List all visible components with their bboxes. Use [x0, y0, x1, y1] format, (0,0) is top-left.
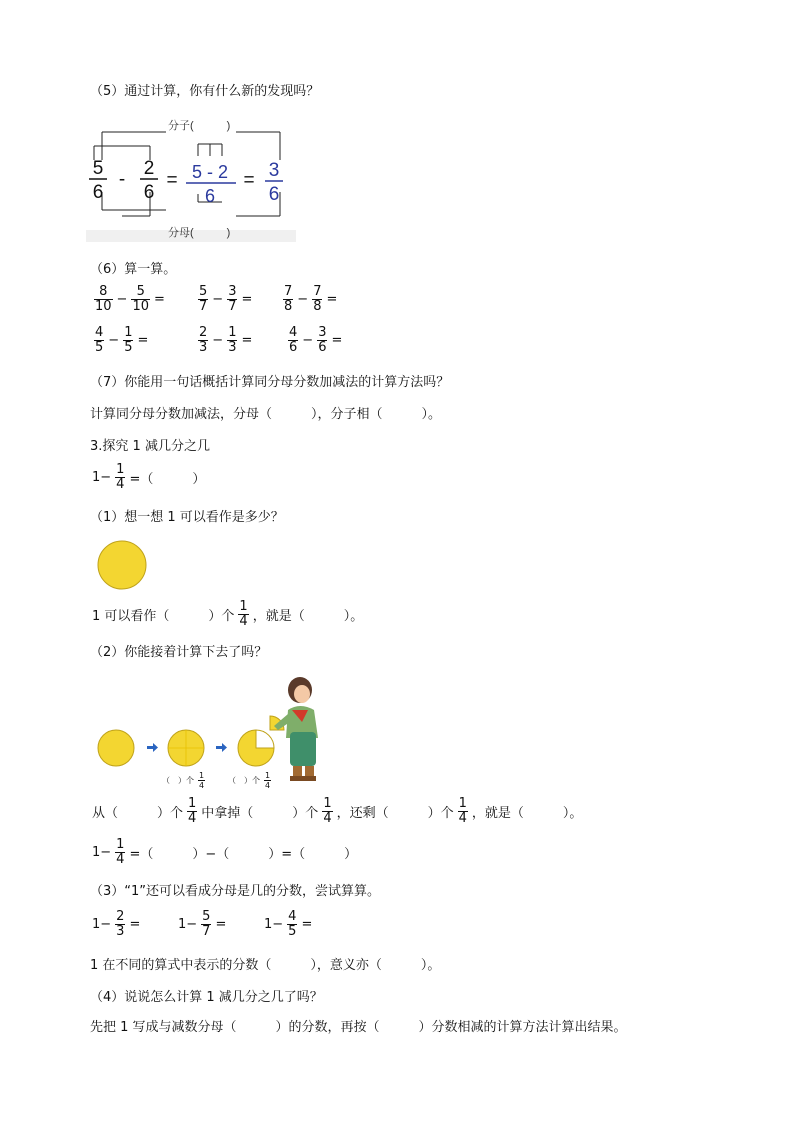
- numerator: 1: [199, 771, 205, 780]
- p2-text-b: 中拿掉（ ）个: [201, 806, 319, 821]
- equals-sign: =: [241, 333, 253, 348]
- equals-sign: =: [331, 333, 343, 348]
- denominator: 10: [132, 299, 149, 314]
- denominator: 8: [284, 299, 293, 314]
- numerator: 4: [288, 909, 297, 924]
- denominator: 5: [124, 340, 133, 355]
- numerator: 4: [95, 325, 104, 340]
- minus-sign: −: [116, 292, 128, 307]
- expr-prefix: 1−: [92, 845, 112, 860]
- denominator: 3: [116, 924, 125, 939]
- p3-note: 1 在不同的算式中表示的分数（ ），意义亦（ ）。: [90, 958, 441, 973]
- equals-sign: =: [215, 917, 227, 932]
- p4-answer: 先把 1 写成与减数分母（ ）的分数，再按（ ）分数相减的计算方法计算出结果。: [90, 1020, 627, 1035]
- q7-answer: 计算同分母分数加减法，分母（ ），分子相（ ）。: [90, 407, 442, 422]
- frac2-num: 2: [143, 158, 155, 179]
- p1-answer-b: ，就是（ ）。: [252, 609, 364, 624]
- equals-sign: =: [129, 917, 141, 932]
- expr-suffix: =（ ）−（ ）=（ ）: [129, 847, 358, 862]
- minus-sign: −: [212, 292, 224, 307]
- q6-problem-6: [286, 326, 344, 355]
- minus-sign: −: [297, 292, 309, 307]
- numerator: 2: [116, 909, 125, 924]
- denominator: 4: [323, 811, 332, 826]
- equals-sign: =: [326, 292, 338, 307]
- p3-problem-3: [262, 910, 314, 939]
- denominator: 6: [318, 340, 327, 355]
- numerator: 5: [202, 909, 211, 924]
- p1-answer-a: 1 可以看作（ ）个: [92, 609, 235, 624]
- numerator-label: 分子( ): [168, 120, 231, 132]
- numerator: 1: [228, 325, 237, 340]
- expr-prefix: 1−: [178, 917, 198, 932]
- q6-problem-2: [196, 285, 254, 314]
- numerator: 7: [313, 284, 322, 299]
- denominator: 4: [199, 781, 205, 790]
- numerator: 3: [228, 284, 237, 299]
- denominator: 4: [188, 811, 197, 826]
- expr-prefix: 1−: [264, 917, 284, 932]
- q6-problem-4: [92, 326, 150, 355]
- denominator: 4: [458, 811, 467, 826]
- equals-sign: =: [301, 917, 313, 932]
- caption-1: [160, 771, 207, 790]
- denominator: 7: [228, 299, 237, 314]
- denominator: 7: [199, 299, 208, 314]
- numerator: 3: [318, 325, 327, 340]
- numerator: 1: [116, 462, 125, 477]
- p3-problem-2: [176, 910, 228, 939]
- denominator: 10: [95, 299, 112, 314]
- equals-sign-1: =: [166, 170, 178, 191]
- numerator: 1: [458, 796, 467, 811]
- frac4-num: 3: [268, 160, 280, 181]
- denominator: 4: [239, 614, 248, 629]
- p2-title: （2）你能接着计算下去了吗？: [90, 645, 268, 660]
- denominator: 7: [202, 924, 211, 939]
- denominator: 3: [199, 340, 208, 355]
- denominator-label: 分母( ): [168, 227, 231, 239]
- numerator: 1: [116, 837, 125, 852]
- frac2-den: 6: [143, 182, 155, 203]
- denominator: 4: [116, 852, 125, 867]
- frac3-num: 5 - 2: [191, 162, 229, 182]
- caption-2-text: （ ）个: [228, 776, 260, 785]
- numerator: 1: [124, 325, 133, 340]
- section3-title: 3.探究 1 减几分之几: [90, 439, 210, 454]
- p3-title: （3）“1”还可以看成分母是几的分数，尝试算算。: [90, 884, 381, 899]
- numerator: 7: [284, 284, 293, 299]
- frac3-den: 6: [204, 186, 216, 206]
- expr-suffix: =（ ）: [129, 472, 206, 487]
- expr-prefix: 1−: [92, 470, 112, 485]
- numerator: 1: [323, 796, 332, 811]
- numerator: 4: [289, 325, 298, 340]
- minus-sign: −: [108, 333, 120, 348]
- numerator: 5: [131, 285, 150, 300]
- denominator: 5: [288, 924, 297, 939]
- section3-expression: [90, 463, 207, 492]
- denominator: 8: [313, 299, 322, 314]
- whole-circle: [96, 539, 148, 591]
- p1-title: （1）想一想 1 可以看作是多少？: [90, 510, 284, 525]
- equals-sign: =: [241, 292, 253, 307]
- equals-sign: =: [154, 292, 165, 307]
- p2-text-a: 从（ ）个: [92, 806, 184, 821]
- equals-sign: =: [137, 333, 149, 348]
- p2-expression: [90, 838, 359, 867]
- q6-title: （6）算一算。: [90, 262, 177, 277]
- denominator: 4: [265, 781, 271, 790]
- numerator: 1: [239, 599, 248, 614]
- denominator: 3: [228, 340, 237, 355]
- denominator: 5: [95, 340, 104, 355]
- numerator: 8: [94, 285, 113, 300]
- frac1-num: 5: [92, 158, 104, 179]
- p1-answer: [90, 600, 365, 629]
- p4-title: （4）说说怎么计算 1 减几分之几了吗？: [90, 990, 323, 1005]
- q6-problem-5: [196, 326, 254, 355]
- q6-problem-1: [92, 285, 167, 314]
- p2-sentence: [90, 797, 584, 826]
- q7-title: （7）你能用一句话概括计算同分母分数加减法的计算方法吗？: [90, 375, 450, 390]
- fraction-diagram: [86, 112, 306, 244]
- numerator: 1: [188, 796, 197, 811]
- p3-problem-1: [90, 910, 142, 939]
- minus-sign: −: [302, 333, 314, 348]
- caption-2: [226, 771, 273, 790]
- numerator: 1: [265, 771, 271, 780]
- caption-1-text: （ ）个: [162, 776, 194, 785]
- expr-prefix: 1−: [92, 917, 112, 932]
- minus-sign: -: [118, 169, 126, 190]
- denominator: 4: [116, 477, 125, 492]
- frac4-den: 6: [268, 184, 280, 205]
- numerator: 5: [199, 284, 208, 299]
- frac1-den: 6: [92, 182, 104, 203]
- minus-sign: −: [212, 333, 224, 348]
- p2-text-d: ，就是（ ）。: [471, 806, 583, 821]
- q5-title: （5）通过计算，你有什么新的发现吗？: [90, 84, 320, 99]
- q6-problem-3: [281, 285, 339, 314]
- p2-text-c: ，还剩（ ）个: [336, 806, 454, 821]
- denominator: 6: [289, 340, 298, 355]
- circle-sequence: [96, 670, 346, 790]
- numerator: 2: [199, 325, 208, 340]
- equals-sign-2: =: [243, 170, 255, 191]
